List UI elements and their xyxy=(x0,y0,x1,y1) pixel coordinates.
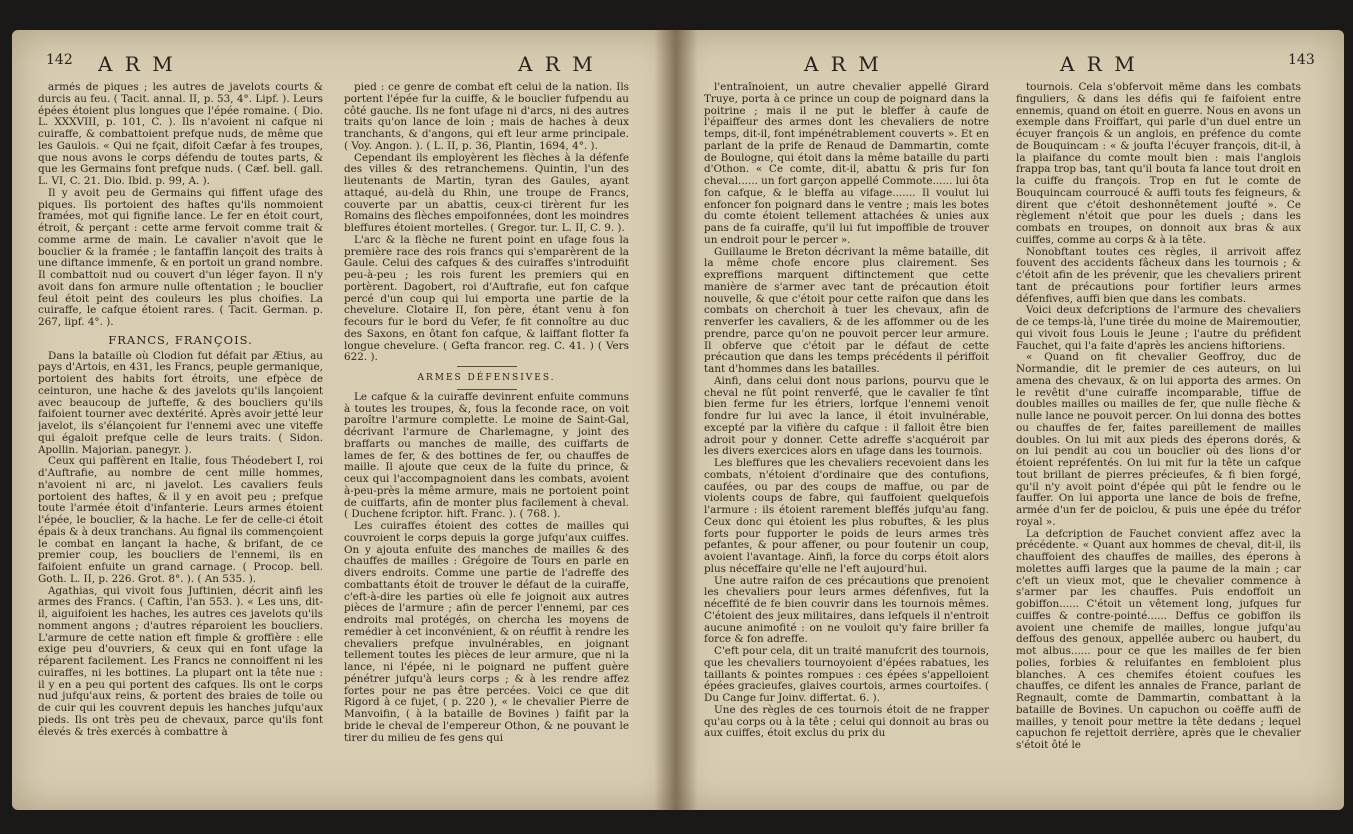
paragraph: tournois. Cela s'obfervoit même dans les combats finguliers, & dans les défis qui fe faifoient entre ennemis, quand on étoit en guerre. Nous en avons un exemple dans Froiffart, qui parle d'un duel entre un écuyer françois & un anglois, en préfence du comte de Bouquincam : « & joufta l'écuyer françois, dit-il, à la plaifance du comte moult bien : mais l'anglois frappa trop bas, tant qu'il bouta fa lance tout droit en la cuiffe du françois. Trop en fut le comte de Bouquincam courroucé & auffi touts fes feigneurs, & dirent que c'étoit deshonnêtement joufté ». Ce règlement n'étoit que pour les duels ; dans les combats en troupes, on donnoit aux bras & aux cuiffes, comme au corps & à la tête. xyxy=(1016,82,1301,246)
paragraph: armés de piques ; les autres de javelots courts & durcis au feu. ( Tacit. annal. II, p. 53, 4°. Lipf. ). Leurs épées étoient plus longues que l'épée romaine. ( Dio. L. XXXVIII, p. 101, C. ). Ils n'avoient ni cafque ni cuiraffe, & combattoient prefque nuds, de même que les Gaulois. « Qui ne fçait, difoit Cæfar à fes troupes, que nous avons le corps défendu de toutes parts, & que les Germains font prefque nuds. ( Cæf. bell. gall. L. VI, C. 21. Dio. Ibid. p. 99, A. ). xyxy=(38,82,323,187)
section-heading: ARMES DÉFENSIVES. xyxy=(417,373,556,383)
paragraph: l'entraînoient, un autre chevalier appellé Girard Truye, porta à ce prince un coup de poignard dans la poitrine ; mais il ne put le bleffer à caufe de l'épaiffeur des armes dont les chevaliers de notre temps, dit-il, font impénétrablement couverts ». Et en parlant de la prife de Renaud de Dammartin, comte de Boulogne, qui étoit dans la même bataille du parti d'Othon. « Ce comte, dit-il, abattu & pris fur fon cheval...... un fort garçon appellé Commote...... lui ôta fon cafque, & le bleffa au vifage....... Il voulut lui enfoncer fon poignard dans le ventre ; mais les botes du comte étoient tellement attachées & unies aux pans de fa cuiraffe, qu'il lui fut impoffible de trouver un endroit pour le percer ». xyxy=(704,82,989,246)
page-number: 142 xyxy=(46,52,73,68)
paragraph: Une autre raifon de ces précautions que prenoient les chevaliers pour leurs armes défenfives, fut la néceffité de fe bien couvrir dans les tournois mêmes. C'étoient des jeux militaires, dans lefquels il n'entroit aucune animofité : on ne vouloit qu'y faire briller fa force & fon adreffe. xyxy=(704,574,989,646)
paragraph: Guillaume le Breton décrivant la même bataille, dit la même chofe encore plus clairement. Ses expreffions marquent diftinctement que cette manière de s'armer avec tant de précaution étoit nouvelle, & que c'étoit pour cette raifon que dans les combats on cherchoit à tuer les chevaux, afin de renverfer les cavaliers, & de les affommer ou de les prendre, parce qu'on ne pouvoit percer leur armure. Il obferve que c'étoit par le défaut de cette précaution que dans les temps précédents il périffoit tant d'hommes dans les batailles. xyxy=(704,245,989,375)
paragraph: Cependant ils employèrent les flèches à la défenfe des villes & des retranchemens. Quintin, l'un des lieutenants de Martin, tyran des Gaules, ayant attaqué, au-delà du Rhin, une troupe de Francs, couverte par un abattis, ceux-ci tirèrent fur les Romains des flèches empoifonnées, dont les moindres bleffures étoient mortelles. ( Gregor. tur. L. II, C. 9. ). xyxy=(344,151,629,234)
divider xyxy=(457,389,517,390)
running-headword: A R M xyxy=(804,52,882,76)
paragraph: L'arc & la flèche ne furent point en ufage fous la première race des rois francs qui s'emparèrent de la Gaule. Celui des cafques & des cuiraffes s'introduifit peu-à-peu ; les rois furent les premiers qui en portèrent. Dagobert, roi d'Auftrafie, eut fon cafque percé d'un coup qui lui emporta une partie de la chevelure. Clotaire II, fon père, étant venu à fon fecours fur le bord du Vefer, fe fit connoître au duc des Saxons, en ôtant fon cafque, & laiffant flotter fa longue chevelure. ( Gefta francor. reg. C. 41. ) ( Vers 622. ). xyxy=(344,233,629,364)
paragraph: Le cafque & la cuiraffe devinrent enfuite communs à toutes les troupes, &, fous la feconde race, on voit paroître l'armure complette. Le moine de Saint-Gal, décrivant l'armure de Charlemagne, y joint des braffarts ou manches de maille, des cuiffarts de lames de fer, & des bottines de fer, ou chauffes de maille. Il ajoute que ceux de la fuite du prince, & ceux qui l'accompagnoient dans les combats, avoient à-peu-près la même armure, mais ne portoient point de cuiffarts, afin de monter plus facilement à cheval. ( Duchene fcriptor. hift. Franc. ). ( 768. ). xyxy=(344,390,629,521)
text-column-1 xyxy=(704,82,989,798)
right-page-header xyxy=(676,52,1344,78)
running-headword: A R M xyxy=(98,52,176,76)
text-column-2 xyxy=(1016,82,1301,798)
running-headword: A R M xyxy=(518,52,596,76)
running-headword: A R M xyxy=(1060,52,1138,76)
paragraph: Dans la bataille où Clodion fut défait par Ætius, au pays d'Artois, en 431, les Francs, peuple germanique, portoient des habits fort étroits, une efpèce de ceinturon, une hache & des javelots qu'ils lançoient avec beaucoup de jufteffe, & des boucliers qu'ils faifoient tourner avec dextérité. Après avoir jetté leur javelot, ils s'élançoient fur l'ennemi avec une viteffe qui égaloit prefque celle de leurs traits. ( Sidon. Apollin. Majorian. panegyr. ). xyxy=(38,349,323,456)
paragraph: Les cuiraffes étoient des cottes de mailles qui couvroient le corps depuis la gorge jufqu'aux cuiffes. On y ajouta enfuite des manches de mailles & des chauffes de mailles : Grégoire de Tours en parle en divers endroits. Comme une partie de l'adreffe des combattants étoit de trouver le défaut de la cuiraffe, c'eft-à-dire les parties où elle fe joignoit aux autres pièces de l'armure ; afin de percer l'ennemi, par ces endroits mal protégés, on chercha les moyens de remédier à cet inconvénient, & on réuffit à rendre les chevaliers prefque invulnérables, en joignant tellement toutes les pièces de leur armure, que ni la lance, ni l'épée, ni le poignard ne puffent guère pénétrer jufqu'à leurs corps ; & à les rendre affez fortes pour ne pas être percées. Voici ce que dit Rigord à ce fujet, ( p. 220 ), « le chevalier Pierre de Manvoifin, ( à la bataille de Bovines ) faifit par la bride le cheval de l'empereur Othon, & ne pouvant le tirer du milieu de fes gens qui xyxy=(344,520,629,744)
paragraph: Nonobftant toutes ces règles, il arrivoit affez fouvent des accidents fâcheux dans les tournois ; & c'étoit afin de les prévenir, que les chevaliers prirent tant de précautions pour fortifier leurs armes défenfives, auffi bien que dans les combats. xyxy=(1016,245,1301,305)
left-page-header xyxy=(12,52,676,78)
book-gutter xyxy=(654,30,698,810)
paragraph: Agathias, qui vivoit fous Juftinien, décrit ainfi les armes des Francs. ( Caftin, l'an 553. ). « Les uns, dit-il, aiguifoient les haches, les autres ces javelots qu'ils nomment angons ; d'autres réparoient les boucliers. L'armure de cette nation eft fimple & groffière : elle exige peu d'ouvriers, & ceux qui en font ufage la réparent facilement. Les Francs ne connoiffent ni les cuiraffes, ni les bottines. La plupart ont la tête nue : il y en a peu qui portent des cafques. Ils ont le corps nud jufqu'aux reins, & portent des braies de toile ou de cuir qui les couvrent depuis les hanches jufqu'aux pieds. Ils ont très peu de chevaux, parce qu'ils font élevés & très exercés à combattre à xyxy=(38,584,323,738)
text-column-1 xyxy=(38,82,323,798)
paragraph: C'eft pour cela, dit un traité manufcrit des tournois, que les chevaliers tournoyoient d'épées rabatues, les taillants & pointes rompues : ces épées s'appelloient épées gracieufes, glaives courtois, armes courtoifes. ( Du Cange fur Joinv. differtat. 6. ). xyxy=(704,645,989,704)
paragraph: Voici deux defcriptions de l'armure des chevaliers de ce temps-là, l'une tirée du moine de Mairemoutier, qui vivoit fous Louis le Jeune ; l'autre du préfident Fauchet, qui l'a faite d'après les anciens hiftoriens. xyxy=(1016,304,1301,352)
section-heading: FRANCS, FRANÇOIS. xyxy=(108,332,253,347)
paragraph: pied : ce genre de combat eft celui de la nation. Ils portent l'épée fur la cuiffe, & le bouclier fufpendu au côté gauche. Ils ne font ufage ni d'arcs, ni des autres traits qu'on lance de loin ; mais de haches à deux tranchants, & d'angons, qui eft leur arme principale. ( Voy. Angon. ). ( L. II, p. 36, Plantin, 1694, 4°. ). xyxy=(344,82,629,152)
paragraph: Il y avoit peu de Germains qui fiffent ufage des piques. Ils portoient des haftes qu'ils nommoient framées, mot qui fignifie lance. Le fer en étoit court, étroit, & perçant : cette arme fervoit comme trait & comme arme de main. Le cavalier n'avoit que le bouclier & la framée ; le fantaffin lançoit des traits à une diftance immenfe, & en portoit un grand nombre. Il combattoit nud ou couvert d'un léger fayon. Il n'y avoit dans fon armure nulle oftentation ; le bouclier feul étoit peint des couleurs les plus choifies. La cuiraffe, le cafque étoient rares. ( Tacit. German. p. 267, lipf. 4°. ). xyxy=(38,186,323,328)
text-column-2 xyxy=(344,82,629,798)
paragraph: « Quand on fit chevalier Geoffroy, duc de Normandie, dit le premier de ces auteurs, on lui amena des chevaux, & on lui apporta des armes. On le revêtit d'une cuiraffe incomparable, tiffue de doubles mailles ou mailles de fer, que nulle flèche & nulle lance ne pouvoit percer. On lui donna des bottes ou chauffes de fer, faites pareillement de mailles doubles. On lui mit aux pieds des éperons dorés, & on lui pendit au cou un bouclier où des lions d'or étoient repréfentés. On lui mit fur la tête un cafque tout brillant de pierres précieufes, & fi bien forgé, qu'il n'y avoit point d'épée qui pût le fendre ou le fauffer. On lui apporta une lance de bois de frefne, armée d'un fer de poiclou, & puis une épée du tréfor royal ». xyxy=(1016,351,1301,528)
divider xyxy=(457,366,517,367)
page-number: 143 xyxy=(1288,52,1315,68)
paragraph: Ainfi, dans celui dont nous parlons, pourvu que le cheval ne fût point renverfé, que le cavalier fe tînt bien ferme fur les étriers, lorfque l'ennemi venoit fondre fur lui avec la lance, il étoit invulnérable, excepté par la vifière du cafque : il falloit être bien adroit pour y donner. Cette adreffe s'acquéroit par les divers exercices alors en ufage dans les tournois. xyxy=(704,374,989,458)
left-page xyxy=(12,30,676,810)
right-page xyxy=(676,30,1344,810)
paragraph: La defcription de Fauchet convient affez avec la précédente. « Quant aux hommes de cheval, dit-il, ils chauffoient des chauffes de mailles, des éperons à molettes auffi larges que la paume de la main ; car c'eft un vieux mot, que le chevalier commence à s'armer par les chauffes. Puis endoffoit un gobiffon...... C'étoit un vêtement long, jufques fur cuiffes & contre-pointé...... Deffus ce gobiffon ils avoient une chemife de mailles, longue jufqu'au deffous des genoux, appellée auberc ou haubert, du mot albus...... pour ce que les mailles de fer bien polies, forbies & reluifantes en fembloient plus blanches. A ces chemifes étoient coufues les chauffes, ce difent les annales de France, parlant de Regnault, comte de Dammartin, combattant à la bataille de Bovines. Un capuchon ou coëffe auffi de mailles, y tenoit pour mettre la tête dedans ; lequel capuchon fe rejettoit derrière, après que le chevalier s'étoit ôté le xyxy=(1016,527,1301,751)
paragraph: Les bleffures que les chevaliers recevoient dans les combats, n'étoient d'ordinaire que des contufions, caufées, ou par des coups de maffue, ou par de violents coups de fabre, qui fauffoient quelquefois l'armure : ils étoient rarement bleffés jufqu'au fang. Ceux donc qui étoient les plus robuftes, & les plus forts pour fupporter le poids de leurs armes très pefantes, & pour affener, ou pour foutenir un coup, avoient l'avantage. Ainfi, la force du corps étoit alors plus néceffaire qu'elle ne l'eft aujourd'hui. xyxy=(704,457,989,575)
paragraph: Ceux qui paffèrent en Italie, fous Théodebert I, roi d'Auftrafie, au nombre de cent mille hommes, n'avoient ni arc, ni javelot. Les cavaliers feuls portoient des haftes, & il y en avoit peu ; prefque toute l'armée étoit d'infanterie. Leurs armes étoient l'épée, le bouclier, & la hache. Le fer de celle-ci étoit épais & à deux tranchans. Au fignal ils commençoient le combat en lançant la hache, & brifant, de ce premier coup, les boucliers de l'ennemi, ils en faifoient enfuite un grand carnage. ( Procop. bell. Goth. L. II, p. 226. Grot. 8°. ). ( An 535. ). xyxy=(38,455,323,585)
paragraph: Une des règles de ces tournois étoit de ne frapper qu'au corps ou à la tête ; celui qui donnoit au bras ou aux cuiffes, étoit exclus du prix du xyxy=(704,703,989,740)
